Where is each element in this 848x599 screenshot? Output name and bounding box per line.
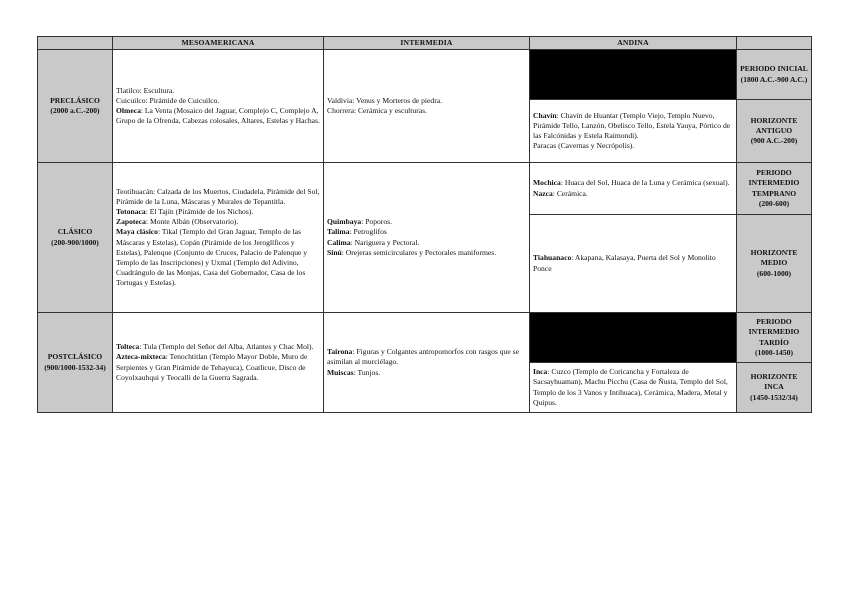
entry-text: : Figuras y Colgantes antropomorfos con rasgos que se asimilan al murciélago.	[327, 347, 519, 367]
entry-culture: Talima	[327, 227, 350, 237]
entry-text: Cuicuilco: Pirámide de Cuicuilco.	[116, 95, 220, 105]
entry-text: Chorrera: Cerámica y esculturas.	[327, 106, 427, 115]
entry-text: : Tikal (Templo del Gran Jaguar, Templo de las Máscaras y Estelas), Copán (Pirámide de los Jeroglíficos y Estelas), Palenque (Conjunto de Cruces, Palacio de Palenque y Templo de las Inscripciones) y Uxmal (Templo del Adivino, Cuadrángulo de las Monjas, Casa del Gobernador, Casa de los Tortugas y Estelas).	[116, 227, 308, 287]
period-intermedio-temprano	[737, 163, 812, 215]
entry-line	[116, 352, 320, 382]
entry-line	[533, 141, 733, 151]
entry-line	[327, 248, 526, 258]
entry-text: : Nariguera y Pectoral.	[350, 237, 420, 247]
entry-line	[327, 227, 526, 237]
period-dates: (200-600)	[758, 198, 790, 208]
entry-text: : Petroglifos	[349, 227, 387, 237]
entry-culture: Inca	[533, 367, 548, 377]
entry-text: : Tenochtitlan (Templo Mayor Doble, Muro de Serpientes y Gran Pirámide de Tehayuca), Coatlicue, Disco de Coyolxauhqui y Teocalli de la Guerra Sagrada.	[116, 352, 308, 382]
cell-meso-postclasico	[113, 313, 324, 413]
entry-culture: Tolteca	[116, 342, 140, 352]
entry-line	[116, 227, 320, 288]
entry-culture: Maya clásico	[116, 227, 158, 237]
era-name: POSTCLÁSICO	[47, 352, 103, 362]
entry-text: : Poporos.	[361, 217, 392, 227]
cell-meso-preclasico	[113, 50, 324, 163]
entry-line	[116, 342, 320, 352]
entry-line	[327, 368, 526, 378]
entry-culture: Muiscas	[327, 367, 354, 377]
entry-culture: Olmeca	[116, 106, 141, 115]
entry-text: Tlatilco: Escultura.	[116, 85, 175, 95]
entry-text: : Huaca del Sol, Huaca de la Luna y Cerámica (sexual).	[560, 178, 730, 188]
entry-line	[116, 96, 320, 106]
entry-line	[116, 187, 320, 207]
entry-line	[116, 207, 320, 217]
period-dates: (900 A.C.-200)	[750, 136, 798, 146]
entry-culture: Sinú	[327, 247, 342, 257]
entry-line	[327, 347, 526, 367]
entry-text: : Chavín de Huantar (Templo Viejo, Templo Nuevo, Pirámide Tello, Lanzón, Obelisco Tello, Estela Yauya, Pórtico de las Falcónidas y Estela Raimondi).	[533, 110, 731, 140]
entry-culture: Azteca-mixteca	[116, 352, 166, 362]
entry-text: : Monte Albán (Observatorio).	[145, 217, 239, 227]
period-name: PERIODO INTERMEDIO TEMPRANO	[748, 168, 800, 198]
entry-text: : Cuzco (Templo de Coricancha y Fortaleza de Sacsayhuaman), Machu Picchu (Casa de Ñusta, Templo del Sol, Templo de los 3 Vanos y Intihuaca), Cerámica, Madera, Metal y Quipus.	[533, 367, 728, 407]
cell-inter-preclasico	[324, 50, 530, 163]
entry-text: : Tula (Templo del Señor del Alba, Atlantes y Chac Mol).	[139, 342, 314, 352]
period-horizonte-medio	[737, 215, 812, 313]
entry-line	[533, 178, 733, 188]
entry-text: : Akapana, Kalasaya, Puerta del Sol y Monolito Ponce	[533, 253, 716, 273]
entry-text: : Tunjos.	[353, 367, 381, 377]
header-period	[737, 37, 812, 50]
culture-table	[37, 36, 812, 413]
entry-text: : Orejeras semicirculares y Pectorales maniformes.	[341, 247, 497, 257]
blacked-out-cell	[530, 313, 737, 363]
entry-line	[533, 111, 733, 141]
entry-line	[533, 253, 733, 273]
entry-culture: Chavín	[533, 110, 557, 120]
cell-andina-postclasico	[530, 363, 737, 413]
period-intermedio-tardio	[737, 313, 812, 363]
entry-line	[533, 189, 733, 199]
entry-culture: Quimbaya	[327, 217, 362, 227]
period-dates: (1450-1532/34)	[750, 392, 798, 402]
entry-text: : El Tajín (Pirámide de los Nichos).	[145, 207, 254, 217]
entry-line	[327, 96, 526, 106]
header-era	[38, 37, 113, 50]
period-name: PERIODO INICIAL	[740, 64, 808, 74]
entry-line	[116, 217, 320, 227]
period-dates: (1800 A.C.-900 A.C.)	[740, 74, 808, 84]
entry-line	[116, 106, 320, 126]
entry-culture: Tairona	[327, 347, 353, 357]
era-name: CLÁSICO	[57, 227, 93, 237]
entry-line	[327, 238, 526, 248]
period-name: HORIZONTE INCA	[750, 372, 798, 392]
header-andina: ANDINA	[530, 37, 737, 50]
period-dates: (600-1000)	[756, 268, 792, 278]
period-horizonte-antiguo	[737, 100, 812, 163]
period-dates: (1000-1450)	[755, 347, 793, 357]
entry-culture: Zapoteca	[116, 217, 146, 227]
period-name: HORIZONTE MEDIO	[750, 248, 798, 268]
era-dates: (900/1000-1532-34)	[44, 362, 106, 372]
era-clasico	[38, 163, 113, 313]
header-intermedia: INTERMEDIA	[324, 37, 530, 50]
entry-line	[327, 217, 526, 227]
period-horizonte-inca	[737, 363, 812, 413]
entry-text: : Cerámica.	[552, 188, 588, 198]
cell-andina-clasico-b	[530, 215, 737, 313]
cell-inter-postclasico	[324, 313, 530, 413]
entry-culture: Nazca	[533, 188, 553, 198]
row-preclasico-a	[38, 50, 812, 100]
entry-text: Paracas (Cavernas y Necrópolis).	[533, 141, 635, 151]
era-postclasico	[38, 313, 113, 413]
entry-text: Valdivia: Venus y Morteros de piedra.	[327, 95, 443, 105]
entry-culture: Calima	[327, 237, 351, 247]
entry-line	[533, 367, 733, 407]
cell-meso-clasico	[113, 163, 324, 313]
row-postclasico-a	[38, 313, 812, 363]
entry-line	[327, 106, 526, 116]
era-dates: (2000 a.C.-200)	[50, 106, 100, 115]
era-preclasico	[38, 50, 113, 163]
era-name: PRECLÁSICO	[50, 95, 100, 105]
header-mesoamericana: MESOAMERICANA	[113, 37, 324, 50]
header-row	[38, 37, 812, 50]
blacked-out-cell	[530, 50, 737, 100]
cell-andina-clasico-a	[530, 163, 737, 215]
entry-culture: Mochica	[533, 178, 561, 188]
period-name: PERIODO INTERMEDIO TARDÍO	[748, 317, 800, 347]
entry-line	[116, 86, 320, 96]
entry-culture: Tiahuanaco	[533, 253, 572, 263]
entry-culture: Totonaca	[116, 207, 146, 217]
era-dates: (200-900/1000)	[51, 237, 99, 247]
cell-inter-clasico	[324, 163, 530, 313]
cell-andina-preclasico	[530, 100, 737, 163]
entry-text: : La Venta (Mosaico del Jaguar, Complejo C, Complejo A, Grupo de la Ofrenda, Cabezas colosales, Altares, Estelas y Hachas.	[116, 106, 320, 126]
period-inicial	[737, 50, 812, 100]
entry-text: Teotihuacán: Calzada de los Muertos, Ciudadela, Pirámide del Sol, Pirámide de la Luna, Máscaras y Murales de Tepantitla.	[116, 187, 320, 207]
row-clasico-a	[38, 163, 812, 215]
period-name: HORIZONTE ANTIGUO	[750, 115, 798, 135]
